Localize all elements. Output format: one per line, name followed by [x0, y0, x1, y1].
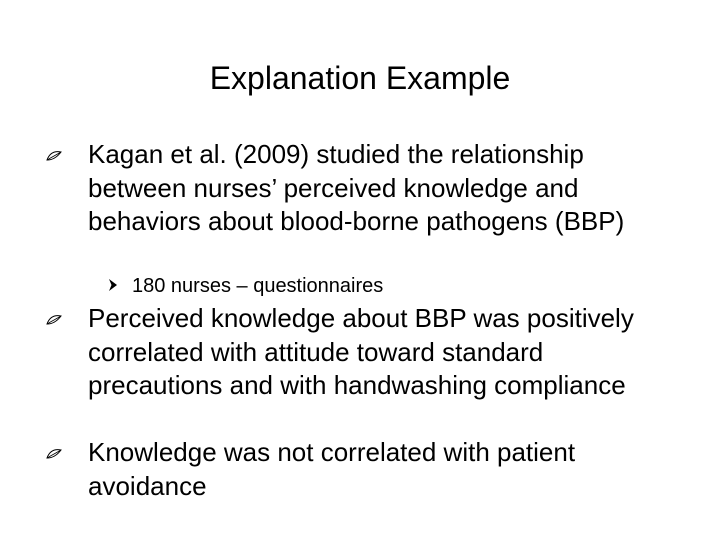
sub-bullet-item [132, 273, 652, 299]
bullet-item [88, 302, 668, 403]
leaf-bullet-icon [46, 314, 62, 326]
bullet-text: Knowledge was not correlated with patient avoidance [88, 437, 576, 501]
leaf-bullet-icon [46, 448, 62, 460]
bullet-item [88, 436, 668, 503]
arrowhead-bullet-icon [108, 278, 118, 292]
bullet-item [88, 138, 668, 239]
bullet-text: Kagan et al. (2009) studied the relationship between nurses’ perceived knowledge and behaviors about blood-borne pathogens (BBP) [88, 139, 625, 236]
sub-bullet-text: 180 nurses – questionnaires [132, 275, 384, 297]
leaf-bullet-icon [46, 150, 62, 162]
bullet-text: Perceived knowledge about BBP was positively correlated with attitude toward standard precautions and with handwashing compliance [88, 303, 634, 400]
slide-title: Explanation Example [209, 60, 511, 96]
